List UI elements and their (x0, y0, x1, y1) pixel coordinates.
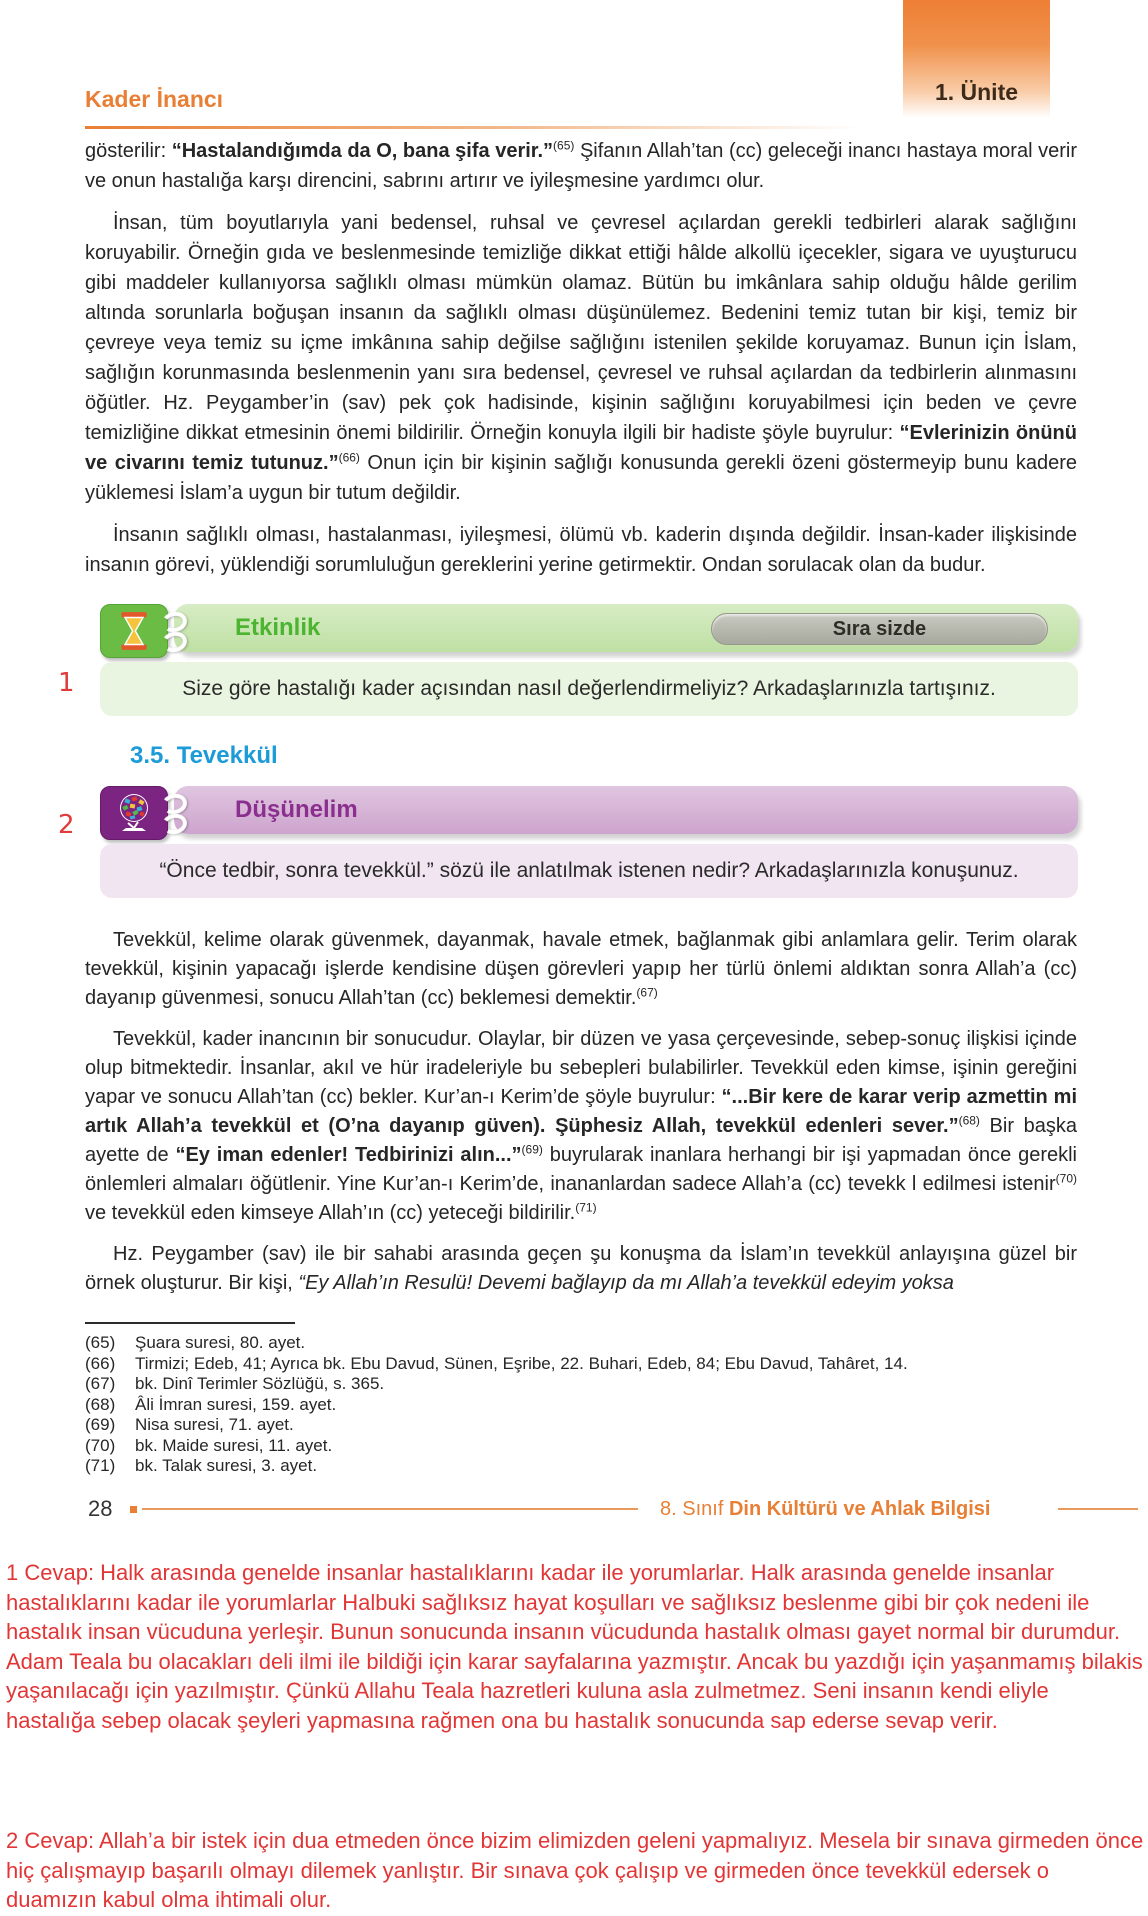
footnote-list (85, 1333, 1077, 1477)
speech-bubble-icon (100, 786, 168, 840)
footer-course-prefix: 8. Sınıf (660, 1498, 729, 1520)
footnote-item: (70) bk. Maide suresi, 11. ayet. (85, 1435, 333, 1455)
paragraph: İnsanın sağlıklı olması, hastalanması, iyileşmesi, ölümü vb. kaderin dışında değildir. İnsan-kader ilişkisinde insanın görevi, yüklendiği sorumluluğun gereklerini yerine getirmektir. Ondan sorulacak olan da budur. (85, 524, 1077, 576)
activity-title: Etkinlik (235, 614, 321, 641)
paragraph: gösterilir: “Hastalandığımda da O, bana şifa verir.”$^{(65)}$ Şifanın Allah’tan (cc) geleceği inancı hastaya moral verir ve onun hastalığa karşı direncini, sabrını artırır ve iyileşmesine yardımcı olur. (85, 138, 1077, 192)
paragraph: İnsan, tüm boyutlarıyla yani bedensel, ruhsal ve çevresel açılardan gerekli tedbirleri alarak sağlığını koruyabilir. Örneğin gıda ve beslenmesinde temizliğe dikkat ettiği hâlde alkollü içecekler, sigara ve uyuşturucu gibi maddeler kullanıyorsa sağlıklı olması mümkün olamaz. Bütün bu imkânlara sahip olduğu hâlde gerilim altında sorunlarla boğuşan insanın da sağlıklı olması düşünülemez. Bedenini temiz tutan bir kişi, temiz bir çevreye veya temiz su içme imkânına sahip değilse sağlığını istenilen şekilde koruyamaz. Bunun için İslam, sağlığın korunmasında beslenmenin yanı sıra bedensel, çevresel ve ruhsal açılardan da tedbirlerin alınmasını öğütler. Hz. Peygamber’in (sav) pek çok hadisinde, kişinin sağlığını koruyabilmesi için beden ve çevre temizliğine dikkat etmesinin önemi bildirilir. Örneğin konuyla ilgili bir hadiste şöyle buyrulur: “Evlerinizin önünü ve civarını temiz tutunuz.”$^{(66)}$ Onun için bir kişinin sağlığı konusunda gerekli özeni göstermeyip bunu kadere yüklemesi İslam’a uygun bir tutum değildir. (85, 212, 1077, 504)
handwritten-number-2: 2 (58, 810, 75, 840)
handwritten-answer-2: 2 Cevap: Allah’a bir istek için dua etmeden önce bizim elimizden geleni yapmalıyız. Mesela bir sınava girmeden önce hiç çalışmayıp başarılı olmayı dilemek yanlıştır. Bir sınava çok çalışıp ve girmeden önce tevekkül edersek o duamızın kabul olma ihtimali olur. (6, 1828, 1144, 1912)
handwritten-number-1: 1 (58, 668, 75, 698)
think-title: Düşünelim (235, 796, 358, 823)
paragraph: Tevekkül, kader inancının bir sonucudur. Olaylar, bir düzen ve yasa çerçevesinde, sebep-sonuç ilişkisi içinde olup bitmektedir. İnsanlar, akıl ve hür iradeleriyle bu sebepleri bulabilirler. Tevekkül eden kimse, işinin gereğini yapar ve sonucu Allah’tan (cc) bekler. Kur’an-ı Kerim’de şöyle buyrulur: “...Bir kere de karar verip azmettin mi artık Allah’a tevekkül et (O’na dayanıp güven). Şüphesiz Allah, tevekkül edenleri sever.”$^{(68)}$ Bir başka ayette de “Ey iman edenler! Tedbirinizi alın...”$^{(69)}$ buyrularak inanlara herhangi bir işi yapmadan önce gerekli önlemleri almaları öğütlenir. Yine Kur’an-ı Kerim’de, inananlardan sadece Allah’a (cc) tevekk l edilmesi istenir$^{(70)}$ ve tevekkül eden kimseye Allah’ın (cc) yeteceği bildirilir.$^{(71)}$ (85, 1028, 1077, 1224)
page-number: 28 (88, 1496, 113, 1521)
activity-question: Size göre hastalığı kader açısından nasıl değerlendirmeliyiz? Arkadaşlarınızla tartışınız. (100, 662, 1078, 716)
page-topic: Kader İnancı (85, 86, 224, 112)
footnote-item: (69) Nisa suresi, 71. ayet. (85, 1415, 294, 1434)
handwritten-answer-1: 1 Cevap: Halk arasında genelde insanlar hastalıklarını kadar ile yorumlarlar. Halk arasında genelde insanlar hastalıklarını kadar ile yorumlarlar Halbuki sağlıksız hayat koşulları ve sağlıksız beslenme gibi bir çok nedeni ile hastalık insan vücuduna yerleşir. Bunun sonucunda insanın vücudunda hastalık olması gayet normal bir durumdur. Adam Teala bu olacakları deli ilmi ile bildiği için karar sayfalarına yazmıştır. Ancak bu yazdığı için yaşanmamış bilakis yaşanılacağı için yazılmıştır. Çünkü Allahu Teala hazretleri kuluna asla zulmetmez. Seni insanın kendi eliyle hastalığa sebep olacak şeyleri yapmasına rağmen ona bu hastalık sonucunda sap ederse sevap verir. (6, 1560, 1143, 1733)
unit-banner (903, 0, 1050, 118)
body-text-upper (85, 136, 1077, 592)
section-heading: 3.5. Tevekkül (130, 742, 278, 769)
footnotes-section (85, 1322, 1077, 1477)
paragraph: Tevekkül, kelime olarak güvenmek, dayanmak, havale etmek, bağlanmak gibi anlamlara gelir. Terim olarak tevekkül, kişinin yapacağı işlerde kendisine düşen görevleri yapıp her türlü önlemi aldıktan sonra Allah’a (cc) dayanıp güvenmesi, sonucu Allah’tan (cc) beklemesi demektir.$^{(67)}$ (85, 929, 1077, 1009)
paragraph: Hz. Peygamber (sav) ile bir sahabi arasında geçen şu konuşma da İslam’ın tevekkül anlayışına güzel bir örnek oluşturur. Bir kişi, “Ey Allah’ın Resulü! Devemi bağlayıp da mı Allah’a tevekkül edeyim yoksa (85, 1243, 1077, 1294)
footer-rule-left (142, 1508, 638, 1510)
unit-label: 1. Ünite (934, 79, 1019, 105)
body-text-lower (85, 926, 1077, 1310)
think-question: “Önce tedbir, sonra tevekkül.” sözü ile anlatılmak istenen nedir? Arkadaşlarınızla konuşunuz. (100, 844, 1078, 898)
topic-underline (85, 126, 860, 129)
hourglass-icon (100, 604, 168, 658)
footnote-item: (71) bk. Talak suresi, 3. ayet. (85, 1456, 318, 1475)
page-footer (0, 1496, 1148, 1526)
footnote-separator (85, 1322, 295, 1324)
footer-course-title (660, 1498, 990, 1521)
footer-course-name: Din Kültürü ve Ahlak Bilgisi (728, 1498, 991, 1520)
footnote-item: (68) Âli İmran suresi, 159. ayet. (85, 1394, 337, 1414)
footer-rule-right (1058, 1508, 1138, 1510)
footer-dot (130, 1506, 137, 1513)
sira-sizde-badge: Sıra sizde (711, 613, 1048, 645)
footnote-item: (66) Tirmizi; Edeb, 41; Ayrıca bk. Ebu Davud, Sünen, Eşribe, 22. Buhari, Edeb, 84; Ebu Davud, Tahâret, 14. (85, 1353, 908, 1373)
footnote-item: (67) bk. Dinî Terimler Sözlüğü, s. 365. (85, 1374, 385, 1393)
footnote-item: (65) Şuara suresi, 80. ayet. (85, 1333, 306, 1352)
